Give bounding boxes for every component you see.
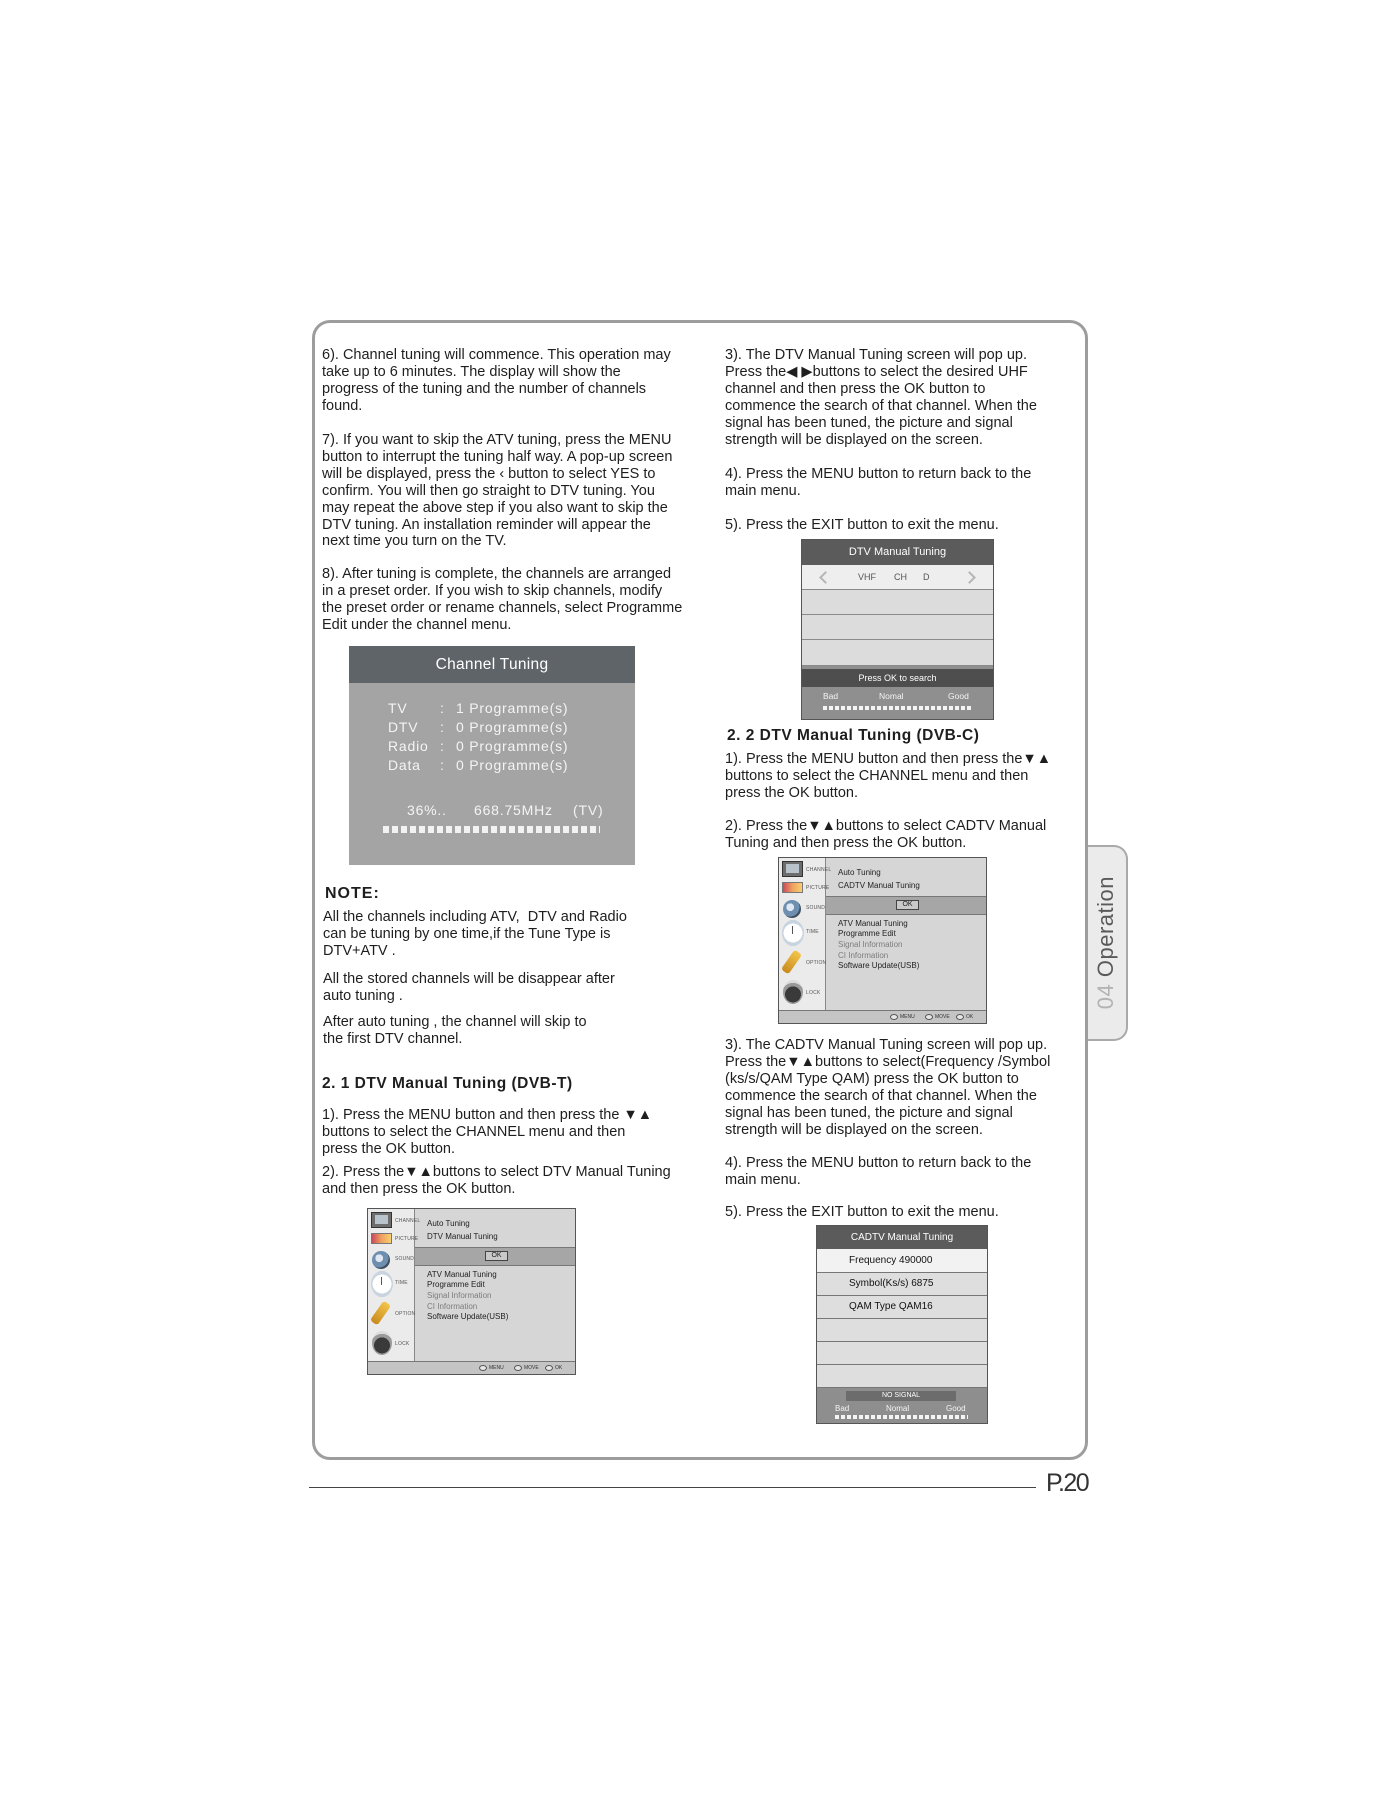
menu-item-dtv-manual-tuning: DTV Manual Tuning [427,1232,498,1241]
section-label: Operation [1093,876,1118,978]
qam-type-field [849,1296,933,1318]
signal-strength-bar [823,706,972,710]
section-number: 04 [1093,984,1118,1010]
empty-row [817,1342,987,1365]
tuning-progress-bar [383,826,600,833]
chevron-left-icon [819,571,832,584]
dvbc-step-4: 4). Press the MENU button to return back to the main menu. [725,1155,1032,1188]
signal-label-normal: Nomal [879,691,904,701]
cadtv-popup-title: CADTV Manual Tuning [817,1226,987,1249]
qam-type-row [817,1296,987,1319]
signal-label-good: Good [948,691,969,701]
step-7-text: 7). If you want to skip the ATV tuning, press the MENU button to interrupt the tuning half way. A pop-up screen will be displayed, press the ‹ button to select YES to confirm. You will then go straight to DTV tuning. You may repeat the above step if you also want to skip the DTV tuning. An installation reminder will appear the next time you turn on the TV. [322,432,673,550]
channel-menu-screen-dvbt [367,1208,576,1375]
note-text: After auto tuning , the channel will skip to the first DTV channel. [323,1014,587,1047]
signal-label-bad: Bad [823,691,839,701]
signal-label-bad: Bad [835,1404,850,1413]
tuning-row-sep: : [440,757,445,773]
tuning-row-sep: : [440,719,445,735]
lock-icon [372,1331,392,1355]
sidebar-label-option: OPTION [806,960,827,966]
tuning-mode: (TV) [573,802,604,818]
menu-item-auto-tuning: Auto Tuning [427,1219,470,1228]
search-prompt: Press OK to search [802,669,993,687]
signal-label-normal: Nomal [886,1404,910,1413]
lock-icon [783,980,803,1004]
sound-icon [372,1251,390,1269]
menu-item: Software Update(USB) [427,1312,509,1321]
dvbt-step-5: 5). Press the EXIT button to exit the menu. [725,517,999,533]
menu-key-icon [479,1365,487,1371]
channel-tuning-title: Channel Tuning [349,646,635,683]
channel-select-row [802,565,993,590]
ok-button: OK [485,1251,508,1261]
dvbc-step-3: 3). The CADTV Manual Tuning screen will pop up. Press the▼▲buttons to select(Frequency /Symbol (ks/s/QAM Type QAM) press the OK button to commence the search of that channel. When the signal has been tuned, the picture and signal strength will be displayed on the screen. [725,1037,1051,1138]
section-tab [1086,845,1128,1041]
section-tab-text [1093,876,1119,1009]
empty-row [817,1365,987,1388]
wrench-icon [370,1301,391,1326]
clock-icon [371,1271,393,1297]
dvbt-step-1: 1). Press the MENU button and then press the ▼▲ buttons to select the CHANNEL menu and then press the OK button. [322,1107,653,1157]
sidebar-label-channel: CHANNEL [395,1218,421,1224]
menu-footer [779,1010,986,1023]
menu-item-cadtv-manual-tuning: CADTV Manual Tuning [838,881,920,890]
channel-icon [782,861,803,877]
symbol-rate-value: 6875 [911,1278,934,1289]
sidebar-label-lock: LOCK [395,1341,410,1347]
dvbc-step-1: 1). Press the MENU button and then press the▼▲ buttons to select the CHANNEL menu and then press the OK button. [725,751,1052,801]
menu-sidebar [779,858,832,1010]
menu-item: Programme Edit [427,1280,485,1289]
menu-selection-band [826,896,986,915]
empty-row [802,590,993,615]
channel-label: CH [894,572,907,582]
qam-type-label: QAM Type [849,1301,897,1312]
footer-rule [309,1487,1036,1488]
footer-label: OK [966,1014,974,1020]
menu-item: ATV Manual Tuning [838,919,908,928]
symbol-rate-label: Symbol(Ks/s) [849,1278,909,1289]
menu-item-disabled: Signal Information [427,1291,492,1300]
step-8-text: 8). After tuning is complete, the channels are arranged in a preset order. If you wish to skip channels, modify the preset order or rename channels, select Programme Edit under the channel menu. [322,566,683,633]
frequency-row [817,1249,987,1273]
chevron-right-icon [963,571,976,584]
signal-label-good: Good [946,1404,966,1413]
page-number: P.20 [1046,1469,1089,1497]
frequency-value: 490000 [899,1255,933,1266]
dvbc-step-5: 5). Press the EXIT button to exit the menu. [725,1204,999,1220]
picture-icon [782,882,803,893]
cadtv-manual-tuning-screen [816,1225,988,1424]
tuning-row-label: Data [388,757,421,773]
signal-status: NO SIGNAL [846,1391,956,1401]
menu-sidebar [368,1209,421,1361]
tuning-row-label: DTV [388,719,419,735]
tuning-row-sep: : [440,700,445,716]
tuning-row-label: Radio [388,738,429,754]
section-heading-dvbt: 2. 1 DTV Manual Tuning (DVB-T) [322,1075,573,1092]
channel-icon [371,1212,392,1228]
empty-row [802,640,993,666]
menu-item-auto-tuning: Auto Tuning [838,868,881,877]
footer-label: MENU [489,1365,504,1371]
empty-row [817,1319,987,1342]
footer-label: MOVE [524,1365,539,1371]
footer-label: OK [555,1365,563,1371]
move-key-icon [514,1365,522,1371]
dvbc-step-2: 2). Press the▼▲buttons to select CADTV Manual Tuning and then press the OK button. [725,818,1047,851]
picture-icon [371,1233,392,1244]
sidebar-label-sound: SOUND [806,905,826,911]
ok-key-icon [956,1014,964,1020]
menu-item-disabled: Signal Information [838,940,903,949]
tuning-row-value: 0 Programme(s) [456,719,569,735]
sound-icon [783,900,801,918]
tuning-row-label: TV [388,700,408,716]
move-key-icon [925,1014,933,1020]
sidebar-label-picture: PICTURE [395,1236,419,1242]
ok-key-icon [545,1365,553,1371]
dvbt-step-2: 2). Press the▼▲buttons to select DTV Manual Tuning and then press the OK button. [322,1164,671,1197]
menu-selection-band [415,1247,575,1266]
dtv-popup-title: DTV Manual Tuning [802,540,993,565]
menu-footer [368,1361,575,1374]
step-6-text: 6). Channel tuning will commence. This operation may take up to 6 minutes. The display will show the progress of the tuning and the number of channels found. [322,347,671,414]
dvbt-step-4: 4). Press the MENU button to return back to the main menu. [725,466,1032,499]
channel-tuning-screen [349,646,635,865]
tuning-row-sep: : [440,738,445,754]
symbol-rate-row [817,1273,987,1296]
channel-value: D [923,572,930,582]
sidebar-label-option: OPTION [395,1311,416,1317]
menu-item: Software Update(USB) [838,961,920,970]
menu-item-disabled: CI Information [838,951,889,960]
dvbt-step-3: 3). The DTV Manual Tuning screen will pop up. Press the◀ ▶buttons to select the desired UHF channel and then press the OK button to commence the search of that channel. When the signal has been tuned, the picture and signal strength will be displayed on the screen. [725,347,1037,448]
tuning-row-value: 1 Programme(s) [456,700,569,716]
menu-item: Programme Edit [838,929,896,938]
symbol-rate-field [849,1273,933,1295]
menu-item-disabled: CI Information [427,1302,478,1311]
empty-row [802,615,993,640]
channel-menu-screen-dvbc [778,857,987,1024]
sidebar-label-lock: LOCK [806,990,821,996]
sidebar-label-sound: SOUND [395,1256,415,1262]
sidebar-label-time: TIME [806,929,819,935]
menu-item: ATV Manual Tuning [427,1270,497,1279]
dtv-manual-tuning-screen [801,539,994,720]
section-heading-dvbc: 2. 2 DTV Manual Tuning (DVB-C) [727,727,980,744]
sidebar-label-channel: CHANNEL [806,867,832,873]
qam-type-value: QAM16 [898,1301,933,1312]
frequency-label: Frequency [849,1255,897,1266]
note-title: NOTE: [325,885,380,902]
tuning-row-value: 0 Programme(s) [456,757,569,773]
clock-icon [782,920,804,946]
footer-label: MOVE [935,1014,950,1020]
note-text: All the channels including ATV, DTV and Radio can be tuning by one time,if the Tune Type is DTV+ATV . [323,909,627,959]
menu-key-icon [890,1014,898,1020]
sidebar-label-time: TIME [395,1280,408,1286]
tuning-progress: 36%.. [407,802,447,818]
band-value: VHF [858,572,876,582]
wrench-icon [781,950,802,975]
sidebar-label-picture: PICTURE [806,885,830,891]
frequency-field [849,1249,932,1272]
ok-button: OK [896,900,919,910]
tuning-row-value: 0 Programme(s) [456,738,569,754]
tuning-frequency: 668.75MHz [474,802,553,818]
signal-strength-bar [835,1415,968,1419]
footer-label: MENU [900,1014,915,1020]
note-text: All the stored channels will be disappear after auto tuning . [323,971,615,1004]
